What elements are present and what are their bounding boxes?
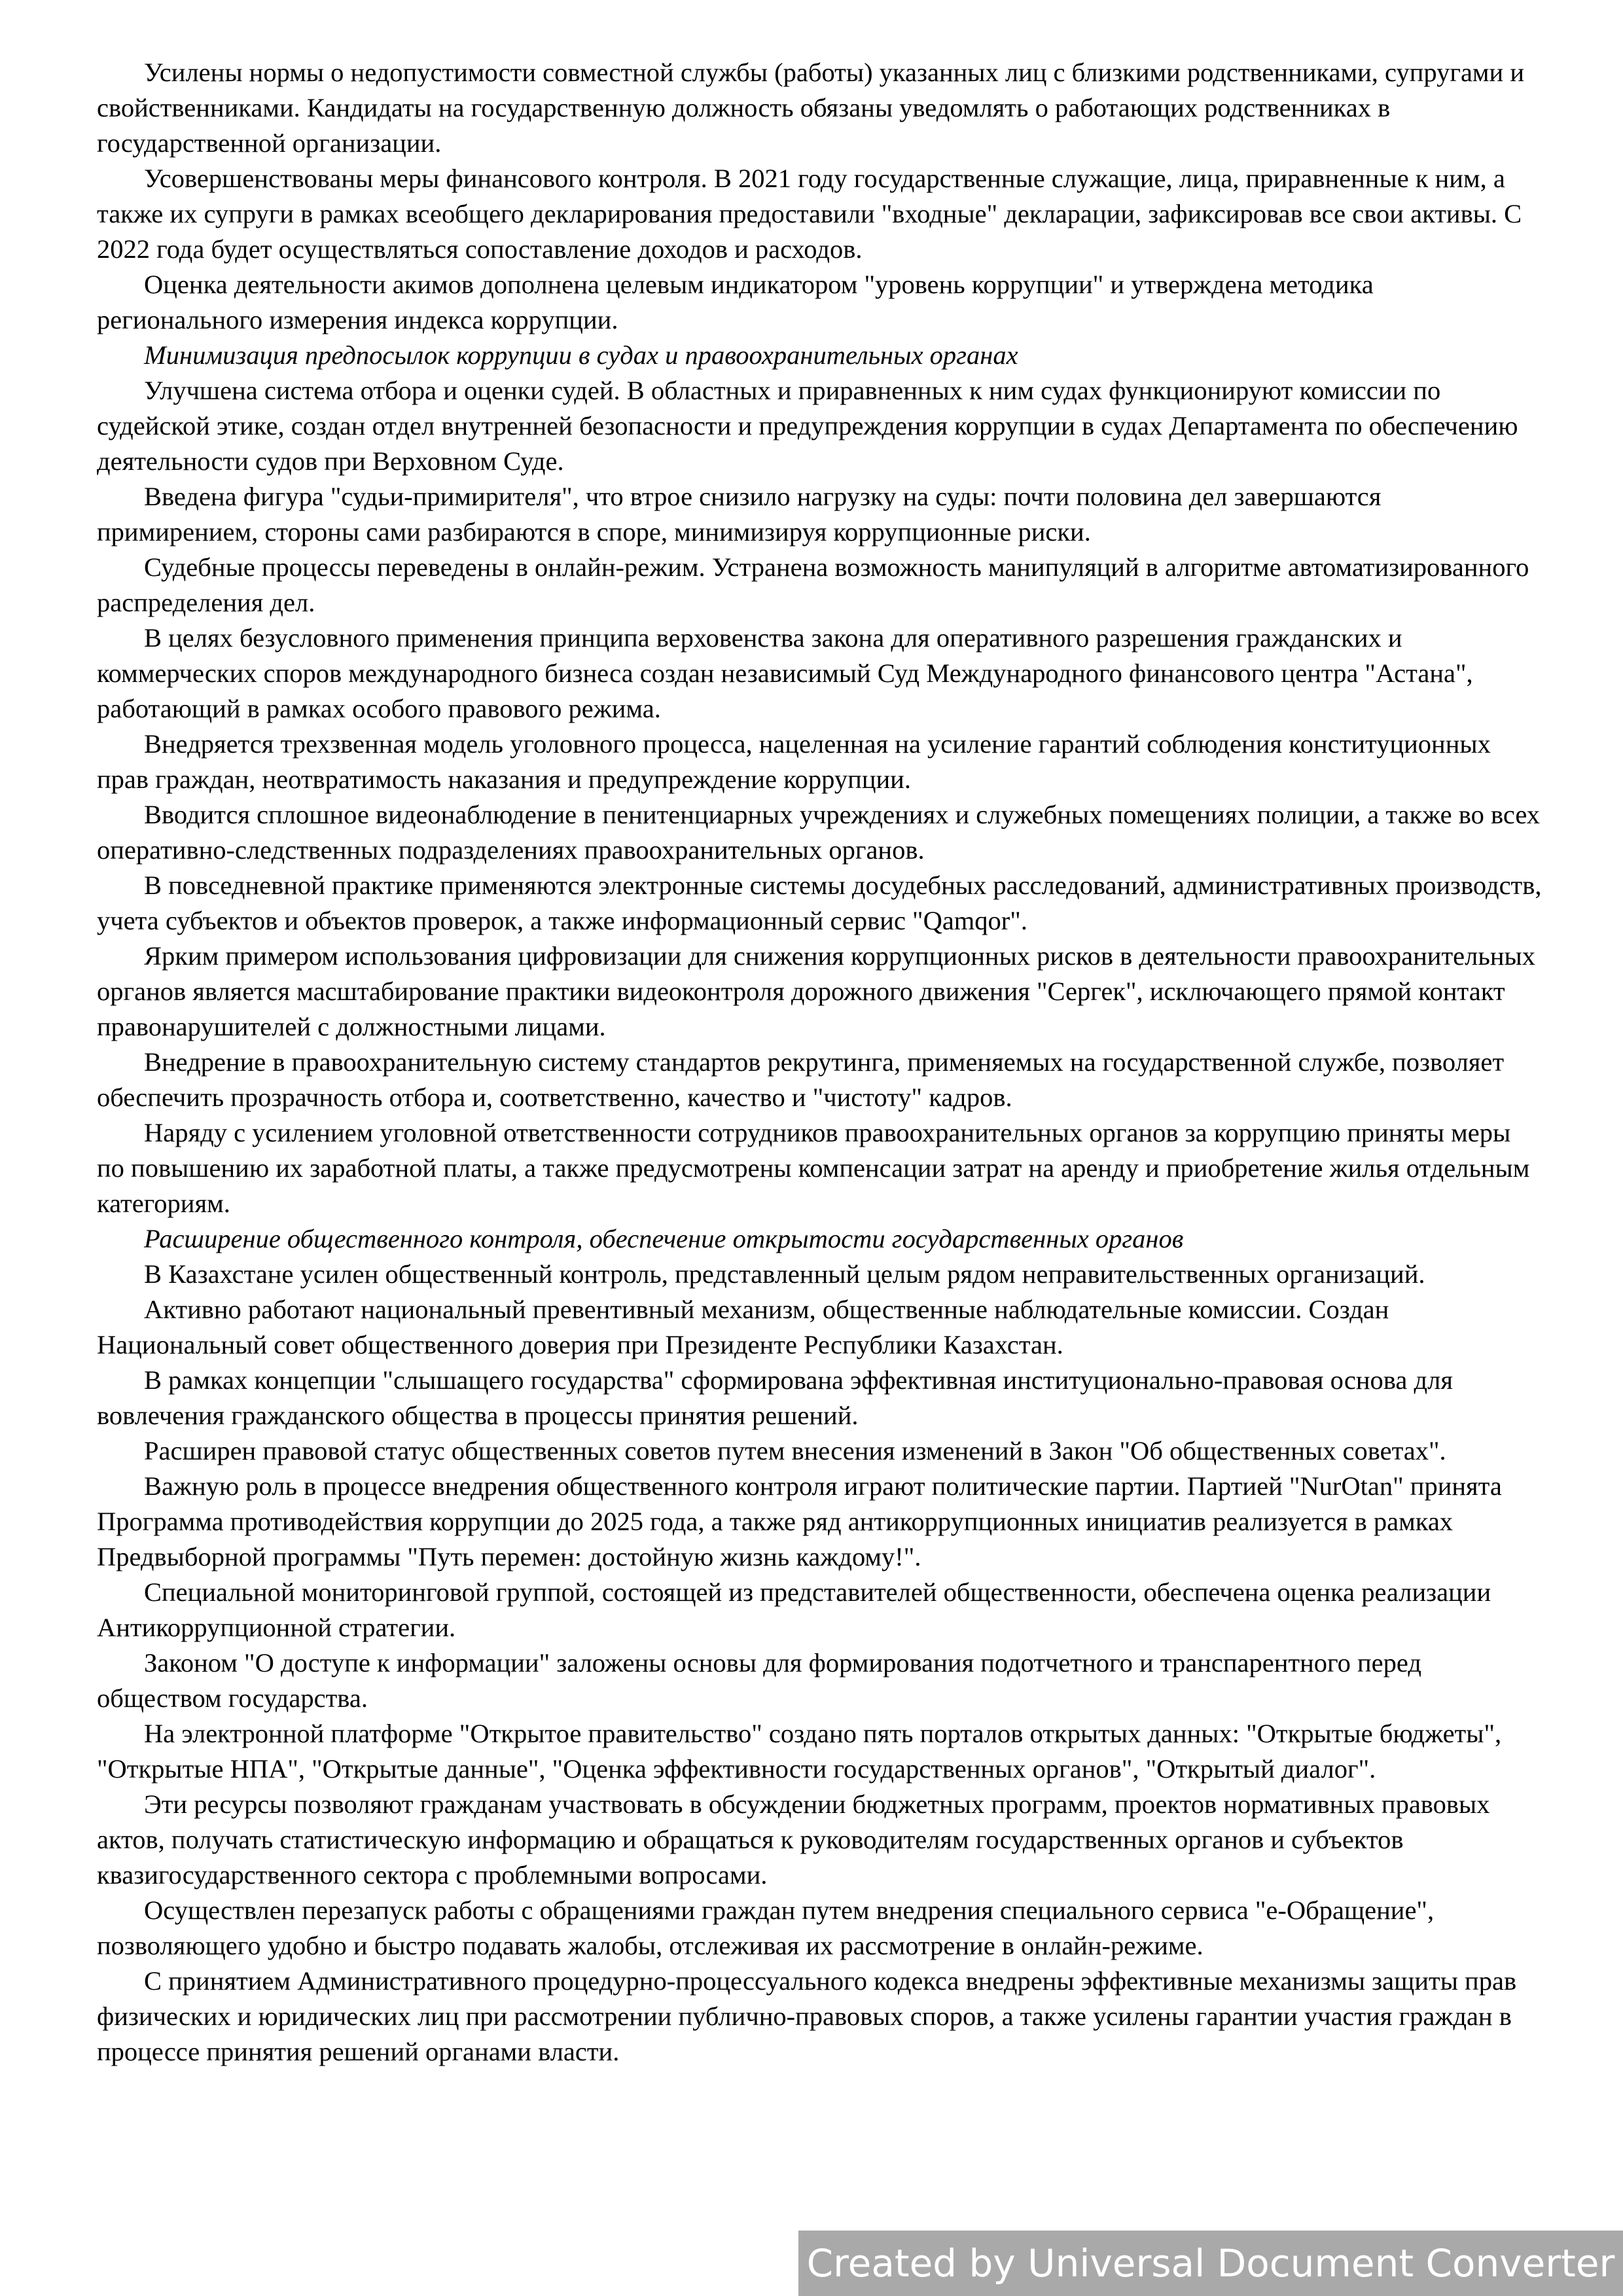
body-paragraph: Ярким примером использования цифровизации для снижения коррупционных рисков в деятельности правоохранительных органов является масштабирование практики видеоконтроля дорожного движения "Сергек", исключающего прямой контакт правонарушителей с должностными лицами.: [97, 941, 1535, 1041]
body-paragraph: Внедрение в правоохранительную систему стандартов рекрутинга, применяемых на государственной службе, позволяет обеспечить прозрачность отбора и, соответственно, качество и "чистоту" кадров.: [97, 1047, 1505, 1112]
body-paragraph: Улучшена система отбора и оценки судей. В областных и приравненных к ним судах функционируют комиссии по судейской этике, создан отдел внутренней безопасности и предупреждения коррупции в судах Департамента по обеспечению деятельности судов при Верховном Суде.: [97, 376, 1518, 476]
section-subheading: Расширение общественного контроля, обеспечение открытости государственных органов: [144, 1224, 1184, 1253]
body-paragraph: Специальной мониторинговой группой, состоящей из представителей общественности, обеспечена оценка реализации Антикоррупционной стратегии.: [97, 1577, 1491, 1642]
body-paragraph: В повседневной практике применяются электронные системы досудебных расследований, административных производств, учета субъектов и объектов проверок, а также информационный сервис "Qamqor".: [97, 870, 1542, 935]
body-paragraph: В рамках концепции "слышащего государства" сформирована эффективная институционально-правовая основа для вовлечения гражданского общества в процессы принятия решений.: [97, 1365, 1453, 1430]
body-paragraph: С принятием Административного процедурно-процессуального кодекса внедрены эффективные механизмы защиты прав физических и юридических лиц при рассмотрении публично-правовых споров, а также усилены гарантии участия граждан в процессе принятия решений органами власти.: [97, 1966, 1517, 2066]
body-paragraph: Важную роль в процессе внедрения общественного контроля играют политические партии. Партией "NurOtan" принята Программа противодействия коррупции до 2025 года, а также ряд антикоррупционных инициатив реализуется в рамках Предвыборной программы "Путь перемен: достойную жизнь каждому!".: [97, 1471, 1502, 1571]
body-paragraph: Внедряется трехзвенная модель уголовного процесса, нацеленная на усиление гарантий соблюдения конституционных прав граждан, неотвратимость наказания и предупреждение коррупции.: [97, 729, 1491, 794]
body-paragraph: В Казахстане усилен общественный контроль, представленный целым рядом неправительственных организаций.: [144, 1259, 1425, 1289]
body-paragraph: Вводится сплошное видеонаблюдение в пенитенциарных учреждениях и служебных помещениях полиции, а также во всех оперативно-следственных подразделениях правоохранительных органов.: [97, 800, 1541, 865]
converter-watermark: Created by Universal Document Converter: [798, 2231, 1623, 2296]
body-paragraph: Расширен правовой статус общественных советов путем внесения изменений в Закон "Об общественных советах".: [144, 1436, 1446, 1465]
body-paragraph: Наряду с усилением уголовной ответственности сотрудников правоохранительных органов за коррупцию приняты меры по повышению их заработной платы, а также предусмотрены компенсации затрат на аренду и приобретение жилья отдельным категориям.: [97, 1118, 1530, 1218]
body-paragraph: Законом "О доступе к информации" заложены основы для формирования подотчетного и транспарентного перед обществом государства.: [97, 1648, 1421, 1713]
document-page: [97, 55, 1543, 2070]
body-paragraph: Усилены нормы о недопустимости совместной службы (работы) указанных лиц с близкими родственниками, супругами и свойственниками. Кандидаты на государственную должность обязаны уведомлять о работающих родственниках в государственной организации.: [97, 58, 1525, 158]
body-paragraph: Усовершенствованы меры финансового контроля. В 2021 году государственные служащие, лица, приравненные к ним, а также их супруги в рамках всеобщего декларирования предоставили "входные" декларации, зафиксировав все свои активы. С 2022 года будет осуществляться сопоставление доходов и расходов.: [97, 164, 1522, 264]
body-paragraph: Судебные процессы переведены в онлайн-режим. Устранена возможность манипуляций в алгоритме автоматизированного распределения дел.: [97, 552, 1529, 617]
body-paragraph: Введена фигура "судьи-примирителя", что втрое снизило нагрузку на суды: почти половина дел завершаются примирением, стороны сами разбираются в споре, минимизируя коррупционные риски.: [97, 482, 1382, 547]
body-paragraph: На электронной платформе "Открытое правительство" создано пять порталов открытых данных: "Открытые бюджеты", "Открытые НПА", "Открытые данные", "Оценка эффективности государственных органов", "Открытый диалог".: [97, 1719, 1502, 1784]
body-paragraph: Оценка деятельности акимов дополнена целевым индикатором "уровень коррупции" и утверждена методика регионального измерения индекса коррупции.: [97, 270, 1374, 334]
body-paragraph: В целях безусловного применения принципа верховенства закона для оперативного разрешения гражданских и коммерческих споров международного бизнеса создан независимый Суд Международного финансового центра "Астана", работающий в рамках особого правового режима.: [97, 623, 1473, 723]
body-paragraph: Осуществлен перезапуск работы с обращениями граждан путем внедрения специального сервиса "е-Обращение", позволяющего удобно и быстро подавать жалобы, отслеживая их рассмотрение в онлайн-режиме.: [97, 1895, 1435, 1960]
section-subheading: Минимизация предпосылок коррупции в судах и правоохранительных органах: [144, 340, 1018, 370]
body-paragraph: Активно работают национальный превентивный механизм, общественные наблюдательные комиссии. Создан Национальный совет общественного доверия при Президенте Республики Казахстан.: [97, 1295, 1389, 1359]
body-paragraph: Эти ресурсы позволяют гражданам участвовать в обсуждении бюджетных программ, проектов нормативных правовых актов, получать статистическую информацию и обращаться к руководителям государственных органов и субъектов квазигосударственного сектора с проблемными вопросами.: [97, 1789, 1490, 1890]
